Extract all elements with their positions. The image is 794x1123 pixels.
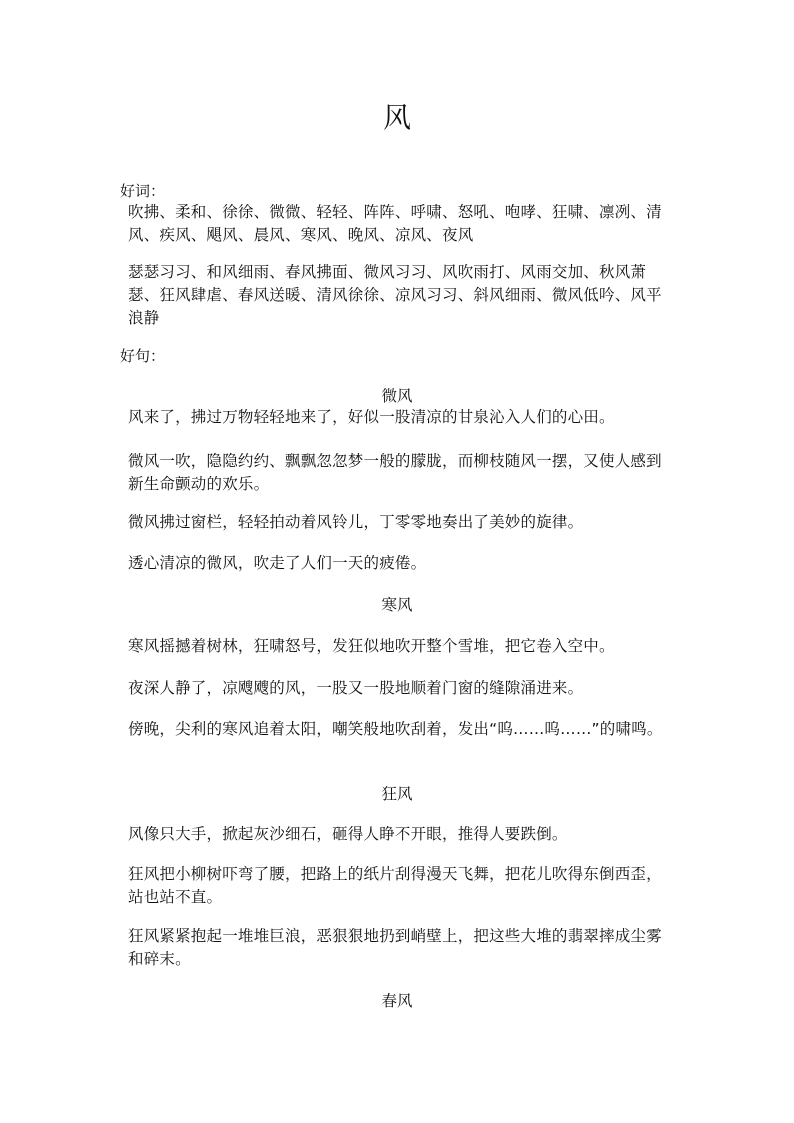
sentence-breeze-4: 透心清凉的微风，吹走了人们一天的疲倦。 xyxy=(128,554,427,572)
sentence-cold-wind-2: 夜深人静了，凉飕飕的风，一股又一股地顺着门窗的缝隙涌进来。 xyxy=(128,679,584,697)
sentence-gale-2: 狂风把小柳树吓弯了腰，把路上的纸片刮得漫天飞舞，把花儿吹得东倒西歪，站也站不直。 xyxy=(128,865,662,906)
page-title: 风 xyxy=(382,101,411,134)
section-heading-spring-wind: 春风 xyxy=(381,992,413,1010)
sentence-gale-1: 风像只大手，掀起灰沙细石，砸得人睁不开眼，推得人要跌倒。 xyxy=(128,825,568,843)
sentence-breeze-3: 微风拂过窗栏，轻轻拍动着风铃儿，丁零零地奏出了美妙的旋律。 xyxy=(128,513,584,531)
sentence-cold-wind-3: 傍晚，尖利的寒风追着太阳，嘲笑般地吹刮着，发出“呜……呜……”的啸鸣。 xyxy=(128,720,663,738)
good-words-paragraph-2: 瑟瑟习习、和风细雨、春风拂面、微风习习、风吹雨打、风雨交加、秋风萧瑟、狂风肆虐、春风送暖、清风徐徐、凉风习习、斜风细雨、微风低吟、风平浪静 xyxy=(128,263,662,327)
section-heading-cold-wind: 寒风 xyxy=(381,596,413,614)
sentence-gale-3: 狂风紧紧抱起一堆堆巨浪，恶狠狠地扔到峭壁上，把这些大堆的翡翠摔成尘雾和碎末。 xyxy=(128,927,662,968)
good-words-label: 好词： xyxy=(120,182,166,200)
sentence-cold-wind-1: 寒风摇撼着树林，狂啸怒号，发狂似地吹开整个雪堆，把它卷入空中。 xyxy=(128,637,615,655)
section-heading-breeze: 微风 xyxy=(381,387,413,405)
good-sentences-label: 好句： xyxy=(120,347,166,365)
sentence-breeze-1: 风来了，拂过万物轻轻地来了，好似一股清凉的甘泉沁入人们的心田。 xyxy=(128,408,615,426)
sentence-breeze-2: 微风一吹，隐隐约约、飘飘忽忽梦一般的朦胧，而柳枝随风一摆，又使人感到新生命颤动的欢乐。 xyxy=(128,452,662,493)
good-words-paragraph-1: 吹拂、柔和、徐徐、微微、轻轻、阵阵、呼啸、怒吼、咆哮、狂啸、凛冽、清风、疾风、飓风、晨风、寒风、晚风、凉风、夜风 xyxy=(128,203,662,244)
section-heading-gale: 狂风 xyxy=(381,785,413,803)
